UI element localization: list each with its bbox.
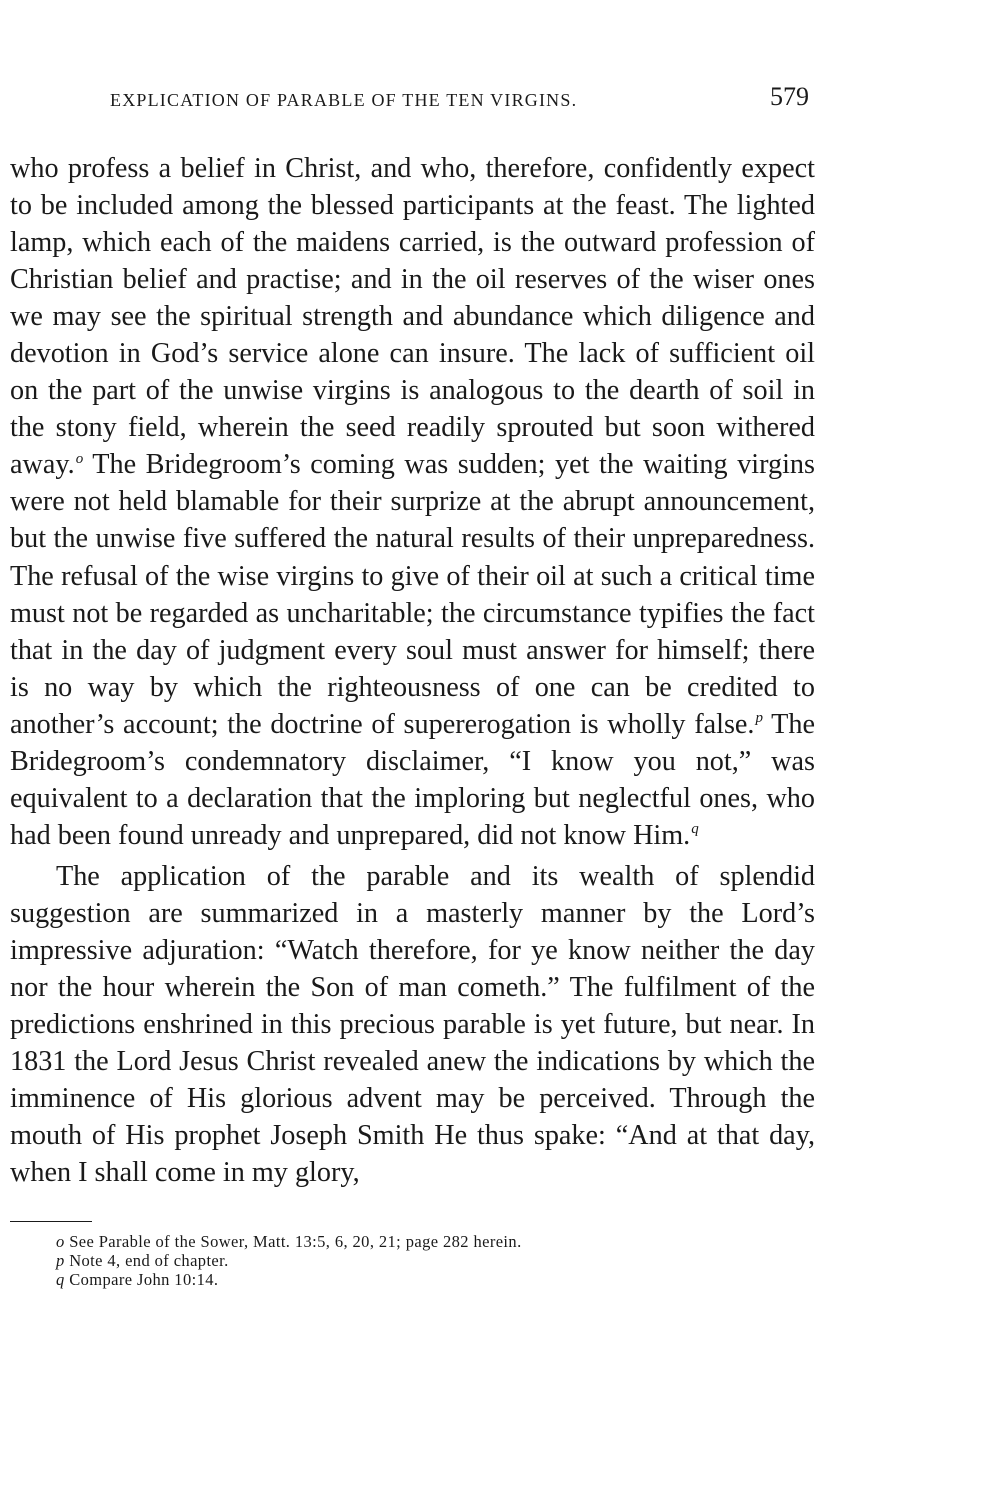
page-number: 579 — [770, 82, 809, 111]
footnote-ref-p[interactable]: p — [755, 710, 763, 727]
footnote-ref-o[interactable]: o — [75, 450, 84, 467]
footnote-text: Compare John 10:14. — [69, 1270, 219, 1290]
paragraph-1-segment-1: who profess a belief in Christ, and who, therefore, confidently expect to be included among the blessed participants at the feast. The lighted lamp, which each of the maidens carried, is the outward profession of Christian belief and practise; and in the oil reserves of the wiser ones we may see the spiritual strength and abundance which diligence and devotion in God’s service alone can insure. The lack of sufficient oil on the part of the unwise virgins is analogous to the dearth of soil in the stony field, wherein the seed readily sprouted but soon withered away. — [10, 153, 815, 481]
footnote-ref-q[interactable]: q — [691, 821, 699, 838]
chapter-title: EXPLICATION OF PARABLE OF THE TEN VIRGINS. — [110, 90, 578, 110]
footnote-mark: o — [56, 1232, 65, 1252]
footnote-q — [56, 1270, 815, 1289]
book-page — [10, 80, 815, 1289]
footnote-p — [56, 1251, 815, 1270]
paragraph-1-segment-2: The Bridegroom’s coming was sudden; yet the waiting virgins were not held blamable for their surprize at the abrupt announcement, but the unwise five suffered the natural results of their unpreparedness. The refusal of the wise virgins to give of their oil at such a critical time must not be regarded as uncharitable; the circumstance typifies the fact that in the day of judgment every soul must answer for himself; there is no way by which the righteousness of one can be credited to another’s account; the doctrine of supererogation is wholly false. — [10, 449, 815, 740]
footnote-o — [56, 1232, 815, 1251]
footnote-divider — [10, 1221, 92, 1222]
footnote-text: See Parable of the Sower, Matt. 13:5, 6, 20, 21; page 282 herein. — [69, 1232, 522, 1252]
footnote-text: Note 4, end of chapter. — [69, 1251, 229, 1271]
body-text — [10, 150, 815, 1191]
running-header — [10, 80, 815, 120]
footnotes — [56, 1232, 815, 1289]
paragraph-1 — [10, 150, 815, 854]
footnote-mark: p — [56, 1251, 65, 1271]
footnote-mark: q — [56, 1270, 65, 1290]
paragraph-1-segment-3: The Bridegroom’s condemnatory disclaimer, “I know you not,” was equivalent to a declaration that the imploring but neglectful ones, who had been found unready and unprepared, did not know Him. — [10, 708, 815, 851]
paragraph-2: The application of the parable and its wealth of splendid suggestion are summarized in a masterly manner by the Lord’s impressive adjuration: “Watch therefore, for ye know neither the day nor the hour wherein the Son of man cometh.” The fulfilment of the predictions enshrined in this precious parable is yet future, but near. In 1831 the Lord Jesus Christ revealed anew the indications by which the imminence of His glorious advent may be perceived. Through the mouth of His prophet Joseph Smith He thus spake: “And at that day, when I shall come in my glory, — [10, 860, 815, 1189]
